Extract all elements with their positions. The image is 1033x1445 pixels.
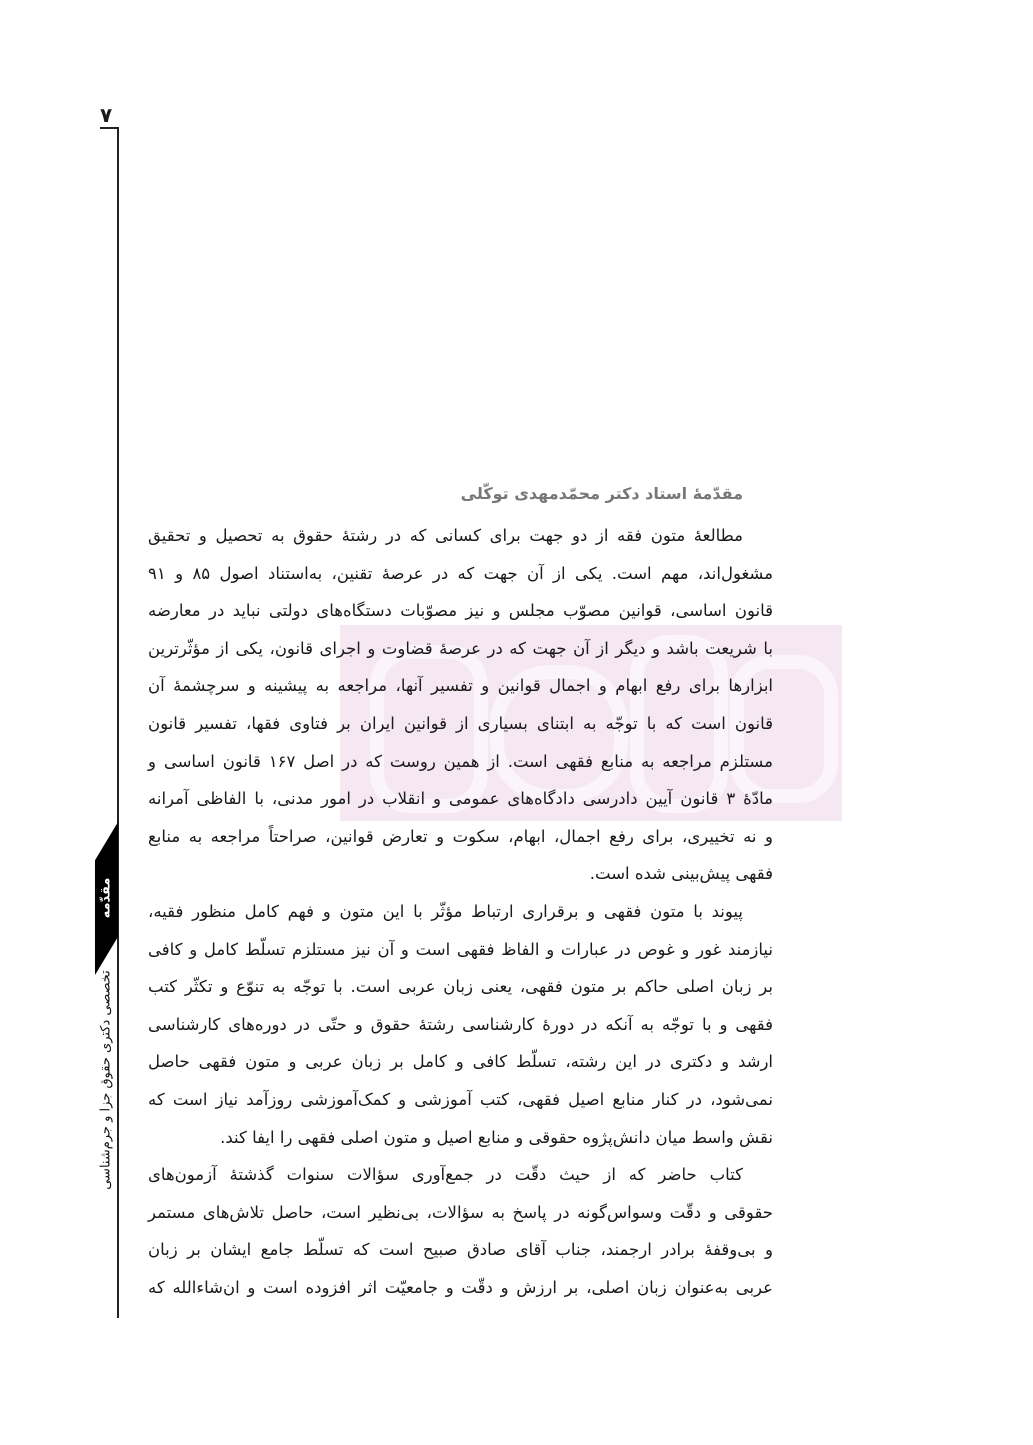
text-line: مستلزم مراجعه به منابع فقهی است. از همین روست که در اصل ۱۶۷ قانون اساسی و xyxy=(148,751,773,771)
text-line: کتاب حاضر که از حیث دقّت در جمع‌آوری سؤالات سنوات گذشتهٔ آزمون‌های xyxy=(148,1165,743,1185)
text-line: قانون اساسی، قوانین مصوّب مجلس و نیز مصوّبات دستگاه‌های دولتی نباید در معارضه xyxy=(148,601,773,621)
margin-rule-tick xyxy=(100,127,118,129)
text-line: مشغول‌اند، مهم است. یکی از آن جهت که در عرصهٔ تقنین، به‌استناد اصول ۸۵ و ۹۱ xyxy=(148,563,773,583)
margin-rule xyxy=(117,127,119,1318)
section-title: مقدّمهٔ استاد دکتر محمّدمهدی توکّلی xyxy=(460,484,743,503)
body-text xyxy=(148,517,773,1306)
text-line: ارشد و دکتری در این رشته، تسلّط کافی و کامل بر زبان عربی و متون فقهی حاصل xyxy=(148,1052,773,1072)
section-tab-label: مقدّمه xyxy=(98,877,114,919)
running-book-title: تخصصی دکتری حقوق جزا و جرم‌شناسی xyxy=(98,970,114,1190)
text-line: پیوند با متون فقهی و برقراری ارتباط مؤثّر با این متون و فهم کامل منظور فقیه، xyxy=(148,901,743,921)
text-line: مطالعهٔ متون فقه از دو جهت برای کسانی که در رشتهٔ حقوق به تحصیل و تحقیق xyxy=(148,526,743,545)
text-line: ابزارها برای رفع ابهام و اجمال قوانین و تفسیر آنها، مراجعه به پیشینه و سرچشمهٔ آن xyxy=(148,676,773,696)
text-line: نمی‌شود، در کنار منابع اصیل فقهی، کتب آموزشی و کمک‌آموزشی روزآمد نیاز است که xyxy=(148,1089,773,1109)
text-line: با شریعت باشد و دیگر از آن جهت که در عرصهٔ قضاوت و اجرای قانون، یکی از مؤثّرترین xyxy=(148,638,773,658)
text-line: بر زبان اصلی حاکم بر متون فقهی، یعنی زبان عربی است. با توجّه به تنوّع و تکثّر کتب xyxy=(148,977,773,997)
text-line: فقهی پیش‌بینی شده است. xyxy=(589,864,773,884)
text-line: قانون است که با توجّه به ابتنای بسیاری از قوانین ایران بر فتاوی فقها، تفسیر قانون xyxy=(148,713,773,733)
page-number: ۷ xyxy=(100,103,113,127)
text-line: و نه تخییری، برای رفع اجمال، ابهام، سکوت و تعارض قوانین، صراحتاً مراجعه به منابع xyxy=(148,826,773,846)
text-line: نیازمند غور و غوص در عبارات و الفاظ فقهی است و آن نیز مستلزم تسلّط کامل و کافی xyxy=(148,939,773,959)
text-line: و بی‌وقفهٔ برادر ارجمند، جناب آقای صادق صبیح است که تسلّط جامع ایشان بر زبان xyxy=(148,1240,773,1260)
text-line: حقوقی و دقّت وسواس‌گونه در پاسخ به سؤالات، بی‌نظیر است، حاصل تلاش‌های مستمر xyxy=(148,1202,773,1222)
text-line: فقهی و با توجّه به آنکه در دورهٔ کارشناسی رشتهٔ حقوق و حتّی در دوره‌های کارشناسی xyxy=(148,1014,773,1034)
text-line: نقش واسط میان دانش‌پژوه حقوقی و منابع اصیل و متون اصلی فقهی را ایفا کند. xyxy=(220,1127,773,1147)
text-line: مادّهٔ ۳ قانون آیین دادرسی دادگاه‌های عمومی و انقلاب در امور مدنی، با الفاظی آمرانه xyxy=(148,789,773,809)
text-line: عربی به‌عنوان زبان اصلی، بر ارزش و دقّت و جامعیّت اثر افزوده است و ان‌شاءالله که xyxy=(148,1277,773,1297)
